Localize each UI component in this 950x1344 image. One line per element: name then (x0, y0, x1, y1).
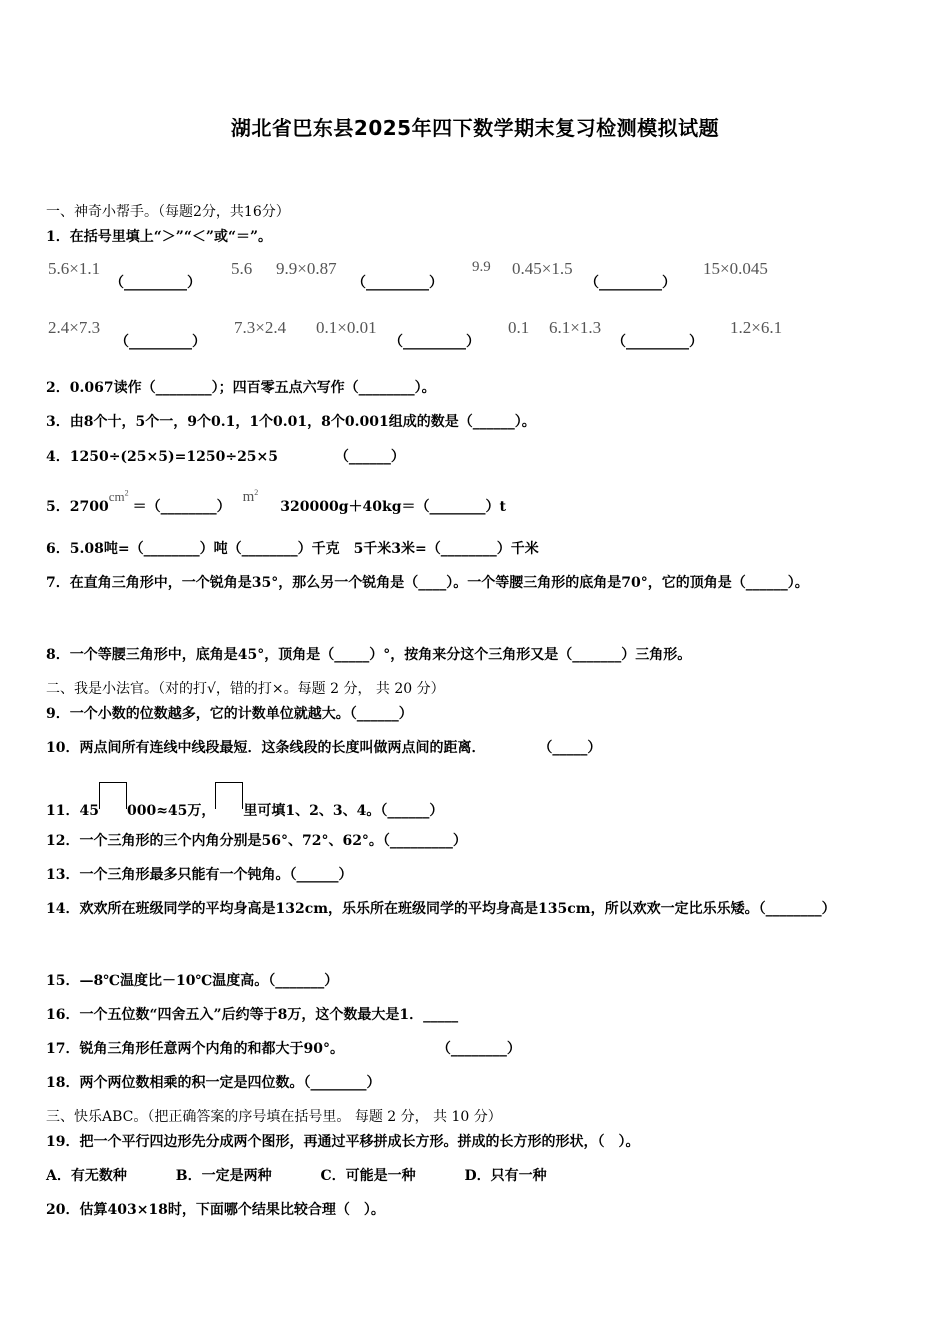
q1-r1-expr-2-left: 9.9×0.87 (276, 259, 337, 278)
answer-box-reference (215, 782, 243, 809)
section-1-heading: 一、神奇小帮手。（每题2分，共16分） (46, 204, 290, 220)
q17-blank[interactable]: （________） (436, 1041, 521, 1057)
q1-r1-expr-1-right: 5.6 (231, 259, 253, 278)
q5-unit-cm2: $cm^2$ (108, 488, 129, 504)
q19-option-d[interactable]: D．只有一种 (464, 1168, 547, 1184)
q5-unit-m2: $m^2$ (242, 488, 259, 505)
q10-blank[interactable]: （_____） (538, 740, 602, 756)
q1-r1-blank-3[interactable]: （_________） (585, 275, 676, 291)
question-13: 13．一个三角形最多只能有一个钝角。（______） (46, 867, 353, 883)
q19-option-c[interactable]: C．可能是一种 (320, 1168, 416, 1184)
q1-r1-expr-1-left: 5.6×1.1 (48, 259, 101, 278)
question-10: 10．两点间所有连线中线段最短．这条线段的长度叫做两点间的距离． （_____） (46, 740, 602, 756)
question-5 (46, 488, 910, 517)
question-2: 2．0.067读作（________）；四百零五点六写作（________）。 (46, 380, 436, 396)
answer-box[interactable] (99, 782, 127, 809)
question-14: 14．欢欢所在班级同学的平均身高是132cm，乐乐所在班级同学的平均身高是135cm，所以欢欢一定比乐乐矮。（________） (46, 901, 836, 917)
question-20: 20．估算403×18时，下面哪个结果比较合理（ ）。 (46, 1202, 385, 1218)
question-18: 18．两个两位数相乘的积一定是四位数。（________） (46, 1075, 381, 1091)
page-title: 湖北省巴东县2025年四下数学期末复习检测模拟试题 (230, 116, 720, 140)
q1-r2-expr-1-left: 2.4×7.3 (48, 318, 101, 337)
q19-options (46, 1166, 910, 1186)
question-6: 6．5.08吨=（________）吨（________）千克 5千米3米=（________）千米 (46, 541, 539, 557)
question-12: 12．一个三角形的三个内角分别是56°、72°、62°。（_________） (46, 833, 467, 849)
question-4 (46, 447, 910, 467)
question-11: 11．45 000≈45万， 里可填1、2、3、4。（______） (46, 782, 910, 821)
question-7: 7．在直角三角形中，一个锐角是35°，那么另一个锐角是（____）。一个等腰三角形的底角是70°，它的顶角是（______）。 (46, 575, 809, 591)
q5-part-b: 320000g＋40kg＝（________）t (280, 499, 506, 515)
q1-r2-blank-3[interactable]: （_________） (612, 334, 703, 350)
q4-expression: 4．1250÷(25×5)=1250÷25×5 (46, 449, 279, 465)
question-17: 17．锐角三角形任意两个内角的和都大于90°。 （________） (46, 1041, 521, 1057)
q1-r2-expr-2-right: 0.1 (508, 318, 530, 337)
q5-equation: ＝（________） (132, 499, 231, 515)
q1-r1-expr-3-right: 15×0.045 (703, 259, 768, 278)
q1-r2-expr-3-left: 6.1×1.3 (549, 318, 602, 337)
q4-blank[interactable]: （______） (334, 449, 405, 465)
question-1: 1．在括号里填上“＞”“＜”或“＝”。 (46, 229, 273, 245)
q19-option-a[interactable]: A．有无数种 (46, 1168, 127, 1184)
question-8: 8．一个等腰三角形中，底角是45°，顶角是（_____）°，按角来分这个三角形又是（_______）三角形。 (46, 647, 692, 663)
q1-r2-expr-2-left: 0.1×0.01 (316, 318, 377, 337)
q19-option-b[interactable]: B．一定是两种 (175, 1168, 272, 1184)
q1-r2-expr-1-right: 7.3×2.4 (234, 318, 287, 337)
q1-r1-expr-2-right: 9.9 (472, 259, 491, 275)
q5-part-a: 5．2700 (46, 499, 109, 515)
question-16: 16．一个五位数“四舍五入”后约等于8万，这个数最大是1．_____ (46, 1007, 459, 1023)
question-3: 3．由8个十，5个一，9个0.1，1个0.01，8个0.001组成的数是（______）。 (46, 414, 536, 430)
question-19: 19．把一个平行四边形先分成两个图形，再通过平移拼成长方形。拼成的长方形的形状，（ ）。 (46, 1134, 640, 1150)
q1-r1-blank-1[interactable]: （_________） (110, 275, 201, 291)
section-2-heading: 二、我是小法官。（对的打√，错的打×。每题 2 分， 共 20 分） (46, 681, 445, 697)
q1-r2-expr-3-right: 1.2×6.1 (730, 318, 783, 337)
q1-r2-blank-2[interactable]: （_________） (389, 334, 480, 350)
section-3-heading: 三、快乐ABC。（把正确答案的序号填在括号里。 每题 2 分， 共 10 分） (46, 1109, 502, 1125)
question-15: 15．—8℃温度比－10℃温度高。（_______） (46, 973, 339, 989)
q1-r1-blank-2[interactable]: （_________） (352, 275, 443, 291)
q1-r2-blank-1[interactable]: （_________） (115, 334, 206, 350)
q1-r1-expr-3-left: 0.45×1.5 (512, 259, 573, 278)
question-9: 9．一个小数的位数越多，它的计数单位就越大。（______） (46, 706, 413, 722)
